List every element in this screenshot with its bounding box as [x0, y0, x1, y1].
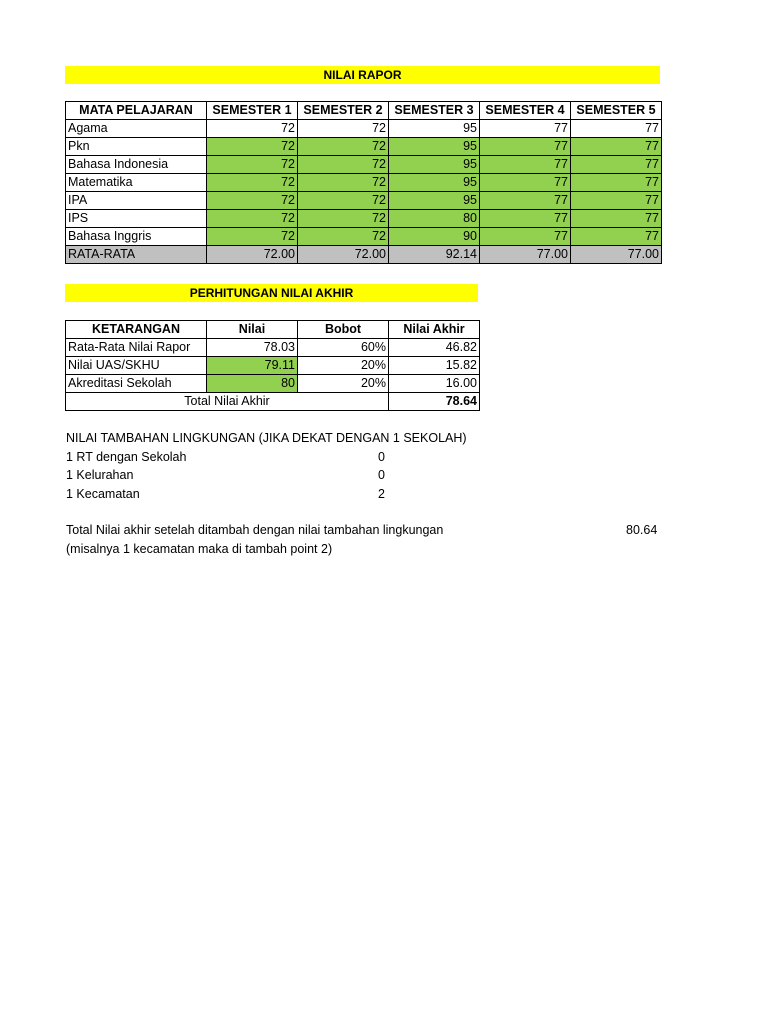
- row-label: Akreditasi Sekolah: [66, 375, 207, 393]
- subject-cell: Bahasa Indonesia: [66, 156, 207, 174]
- score-cell: 77: [571, 192, 662, 210]
- column-header: Nilai: [207, 321, 298, 339]
- score-cell: 95: [389, 156, 480, 174]
- bobot-cell: 20%: [298, 375, 389, 393]
- average-cell: 72.00: [207, 246, 298, 264]
- score-cell: 77: [571, 138, 662, 156]
- score-cell: 77: [480, 174, 571, 192]
- score-cell: 77: [571, 174, 662, 192]
- column-header: SEMESTER 3: [389, 102, 480, 120]
- score-cell: 77: [571, 210, 662, 228]
- nilai-akhir-cell: 16.00: [389, 375, 480, 393]
- tambahan-item-value: 2: [378, 487, 385, 501]
- score-cell: 95: [389, 138, 480, 156]
- score-cell: 77: [480, 192, 571, 210]
- column-header: Bobot: [298, 321, 389, 339]
- nilai-rapor-table: [65, 101, 662, 264]
- table-row: [66, 357, 480, 375]
- score-cell: 77: [480, 210, 571, 228]
- nilai-rapor-title: NILAI RAPOR: [65, 66, 660, 84]
- average-cell: 77.00: [571, 246, 662, 264]
- column-header: SEMESTER 1: [207, 102, 298, 120]
- table-row: [66, 192, 662, 210]
- score-cell: 77: [571, 156, 662, 174]
- score-cell: 72: [207, 120, 298, 138]
- final-description: Total Nilai akhir setelah ditambah dengan nilai tambahan lingkungan: [66, 523, 444, 537]
- subject-cell: IPS: [66, 210, 207, 228]
- score-cell: 77: [480, 156, 571, 174]
- subject-cell: Pkn: [66, 138, 207, 156]
- table-header-row: [66, 321, 480, 339]
- column-header: SEMESTER 4: [480, 102, 571, 120]
- score-cell: 77: [480, 138, 571, 156]
- score-cell: 77: [571, 228, 662, 246]
- nilai-cell: 80: [207, 375, 298, 393]
- tambahan-item-value: 0: [378, 450, 385, 464]
- column-header: MATA PELAJARAN: [66, 102, 207, 120]
- table-row: [66, 228, 662, 246]
- tambahan-heading: NILAI TAMBAHAN LINGKUNGAN (JIKA DEKAT DENGAN 1 SEKOLAH): [66, 431, 467, 445]
- score-cell: 72: [298, 192, 389, 210]
- table-row: [66, 138, 662, 156]
- final-note: (misalnya 1 kecamatan maka di tambah point 2): [66, 542, 333, 556]
- score-cell: 72: [298, 174, 389, 192]
- nilai-akhir-cell: 46.82: [389, 339, 480, 357]
- average-cell: 72.00: [298, 246, 389, 264]
- nilai-cell: 79.11: [207, 357, 298, 375]
- nilai-akhir-cell: 15.82: [389, 357, 480, 375]
- score-cell: 80: [389, 210, 480, 228]
- average-label: RATA-RATA: [66, 246, 207, 264]
- score-cell: 72: [207, 138, 298, 156]
- score-cell: 77: [480, 120, 571, 138]
- tambahan-item-label: 1 RT dengan Sekolah: [66, 450, 187, 464]
- bobot-cell: 60%: [298, 339, 389, 357]
- bobot-cell: 20%: [298, 357, 389, 375]
- perhitungan-title: PERHITUNGAN NILAI AKHIR: [65, 284, 478, 302]
- score-cell: 72: [207, 192, 298, 210]
- table-row: [66, 174, 662, 192]
- score-cell: 72: [298, 120, 389, 138]
- subject-cell: Matematika: [66, 174, 207, 192]
- score-cell: 77: [480, 228, 571, 246]
- table-row: [66, 210, 662, 228]
- average-cell: 92.14: [389, 246, 480, 264]
- score-cell: 72: [207, 210, 298, 228]
- score-cell: 72: [298, 228, 389, 246]
- average-row: [66, 246, 662, 264]
- row-label: Rata-Rata Nilai Rapor: [66, 339, 207, 357]
- table-row: [66, 120, 662, 138]
- score-cell: 72: [298, 156, 389, 174]
- score-cell: 72: [207, 156, 298, 174]
- average-cell: 77.00: [480, 246, 571, 264]
- score-cell: 72: [207, 228, 298, 246]
- subject-cell: Agama: [66, 120, 207, 138]
- table-header-row: [66, 102, 662, 120]
- score-cell: 95: [389, 192, 480, 210]
- perhitungan-table: [65, 320, 480, 411]
- score-cell: 72: [298, 210, 389, 228]
- total-label: Total Nilai Akhir: [66, 393, 389, 411]
- subject-cell: Bahasa Inggris: [66, 228, 207, 246]
- tambahan-item-label: 1 Kelurahan: [66, 468, 134, 482]
- score-cell: 95: [389, 174, 480, 192]
- table-row: [66, 156, 662, 174]
- score-cell: 95: [389, 120, 480, 138]
- score-cell: 77: [571, 120, 662, 138]
- total-row: [66, 393, 480, 411]
- column-header: SEMESTER 5: [571, 102, 662, 120]
- tambahan-item-label: 1 Kecamatan: [66, 487, 140, 501]
- column-header: Nilai Akhir: [389, 321, 480, 339]
- score-cell: 90: [389, 228, 480, 246]
- column-header: KETARANGAN: [66, 321, 207, 339]
- score-cell: 72: [298, 138, 389, 156]
- nilai-cell: 78.03: [207, 339, 298, 357]
- row-label: Nilai UAS/SKHU: [66, 357, 207, 375]
- table-row: [66, 339, 480, 357]
- score-cell: 72: [207, 174, 298, 192]
- column-header: SEMESTER 2: [298, 102, 389, 120]
- total-value: 78.64: [389, 393, 480, 411]
- final-value: 80.64: [626, 523, 658, 537]
- subject-cell: IPA: [66, 192, 207, 210]
- tambahan-item-value: 0: [378, 468, 385, 482]
- table-row: [66, 375, 480, 393]
